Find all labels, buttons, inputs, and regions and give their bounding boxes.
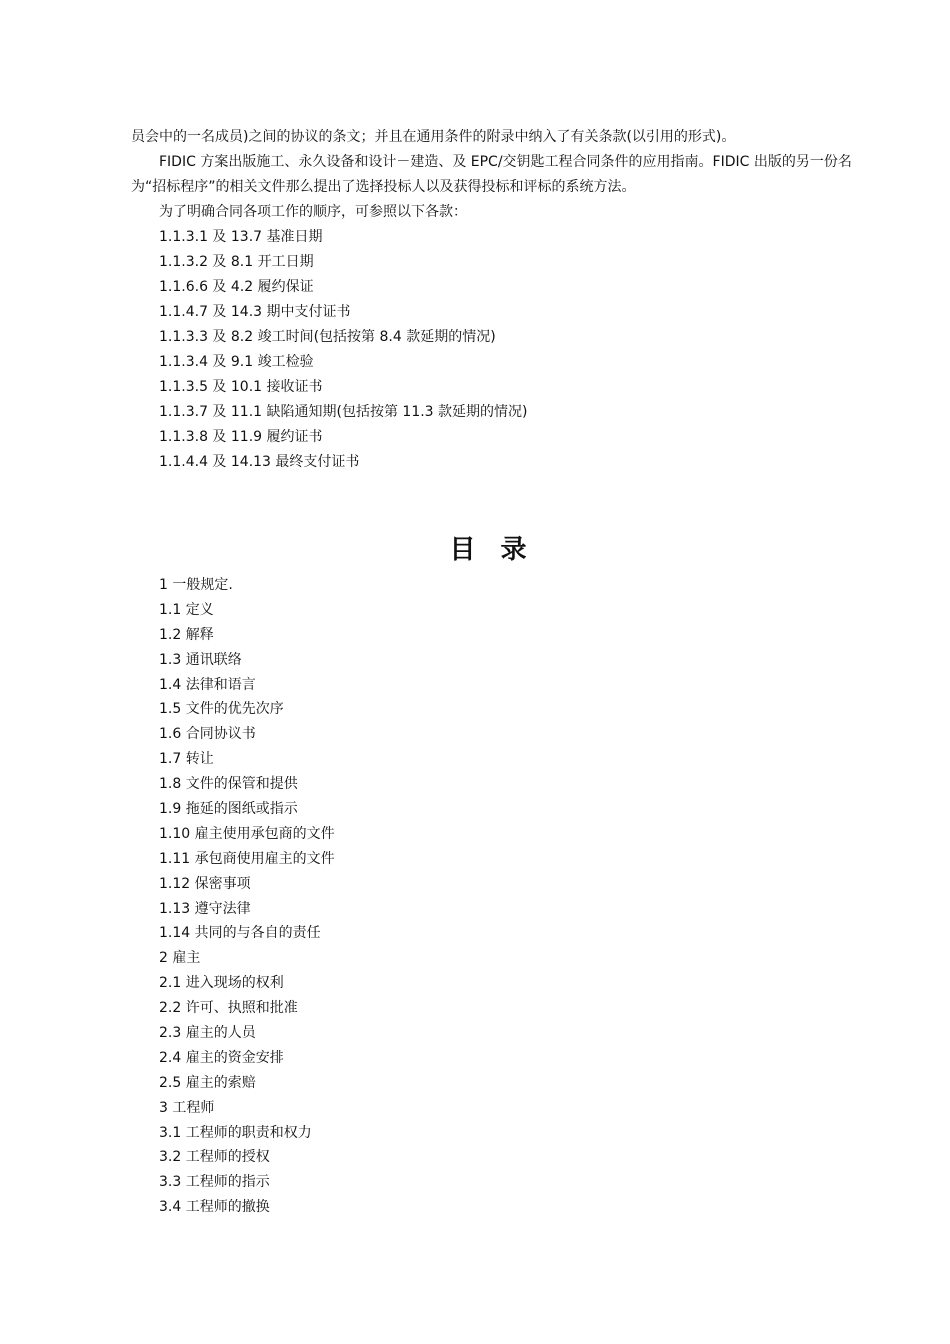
- clause-item: 1.1.4.7 及 14.3 期中支付证书: [159, 304, 351, 320]
- clause-item: 1.1.3.1 及 13.7 基准日期: [159, 229, 323, 245]
- clause-item: 1.1.3.7 及 11.1 缺陷通知期(包括按第 11.3 款延期的情况): [159, 404, 528, 420]
- toc-item: 1.8 文件的保管和提供: [159, 776, 298, 793]
- toc-item: 2.3 雇主的人员: [159, 1025, 256, 1042]
- toc-item: 1.9 拖延的图纸或指示: [159, 801, 298, 818]
- toc-item: 1.5 文件的优先次序: [159, 701, 284, 718]
- paragraph-fidic-guide: FIDIC 方案出版施工、永久设备和设计－建造、及 EPC/交钥匙工程合同条件的应用指南。FIDIC 出版的另一份名为“招标程序”的相关文件那么提出了选择投标人以及获得投标和评标的系统方法。: [131, 154, 852, 195]
- toc-item: 2.4 雇主的资金安排: [159, 1049, 284, 1066]
- toc-item: 2.1 进入现场的权利: [159, 975, 284, 992]
- toc-item: 1.1 定义: [159, 601, 214, 618]
- toc-item: 3.4 工程师的撤换: [159, 1199, 270, 1216]
- toc-item: 1.4 法律和语言: [159, 676, 256, 693]
- clause-item: 1.1.3.3 及 8.2 竣工时间(包括按第 8.4 款延期的情况): [159, 329, 496, 345]
- clause-item: 1.1.6.6 及 4.2 履约保证: [159, 279, 314, 295]
- toc-item: 1.2 解释: [159, 626, 214, 643]
- toc-item: 1 一般规定.: [159, 577, 233, 593]
- clause-item: 1.1.3.4 及 9.1 竣工检验: [159, 354, 314, 370]
- clause-item: 1.1.3.2 及 8.1 开工日期: [159, 254, 314, 270]
- clause-reference-list: [159, 225, 528, 475]
- toc-item: 1.12 保密事项: [159, 875, 251, 892]
- toc-item: 3.1 工程师的职责和权力: [159, 1124, 312, 1141]
- toc-item: 1.14 共同的与各自的责任: [159, 925, 321, 942]
- toc-list: [159, 573, 335, 1220]
- toc-item: 1.3 通讯联络: [159, 651, 242, 668]
- toc-item: 1.11 承包商使用雇主的文件: [159, 850, 335, 867]
- toc-item: 3.3 工程师的指示: [159, 1174, 270, 1191]
- toc-item: 3.2 工程师的授权: [159, 1149, 270, 1166]
- clause-item: 1.1.4.4 及 14.13 最终支付证书: [159, 454, 360, 470]
- paragraph-continuation: 员会中的一名成员)之间的协议的条文；并且在通用条件的附录中纳入了有关条款(以引用的形式)。: [131, 129, 736, 145]
- clause-item: 1.1.3.5 及 10.1 接收证书: [159, 379, 323, 395]
- toc-item: 2 雇主: [159, 950, 201, 967]
- toc-item: 1.10 雇主使用承包商的文件: [159, 825, 335, 842]
- toc-item: 3 工程师: [159, 1099, 215, 1116]
- toc-item: 2.2 许可、执照和批准: [159, 1000, 298, 1017]
- clause-item: 1.1.3.8 及 11.9 履约证书: [159, 429, 323, 445]
- paragraph-clause-intro: 为了明确合同各项工作的顺序，可参照以下各款：: [159, 204, 467, 220]
- toc-title: 目 录: [449, 535, 535, 565]
- toc-item: 1.6 合同协议书: [159, 726, 256, 743]
- toc-item: 2.5 雇主的索赔: [159, 1074, 256, 1091]
- toc-item: 1.7 转让: [159, 751, 214, 768]
- toc-item: 1.13 遵守法律: [159, 900, 251, 917]
